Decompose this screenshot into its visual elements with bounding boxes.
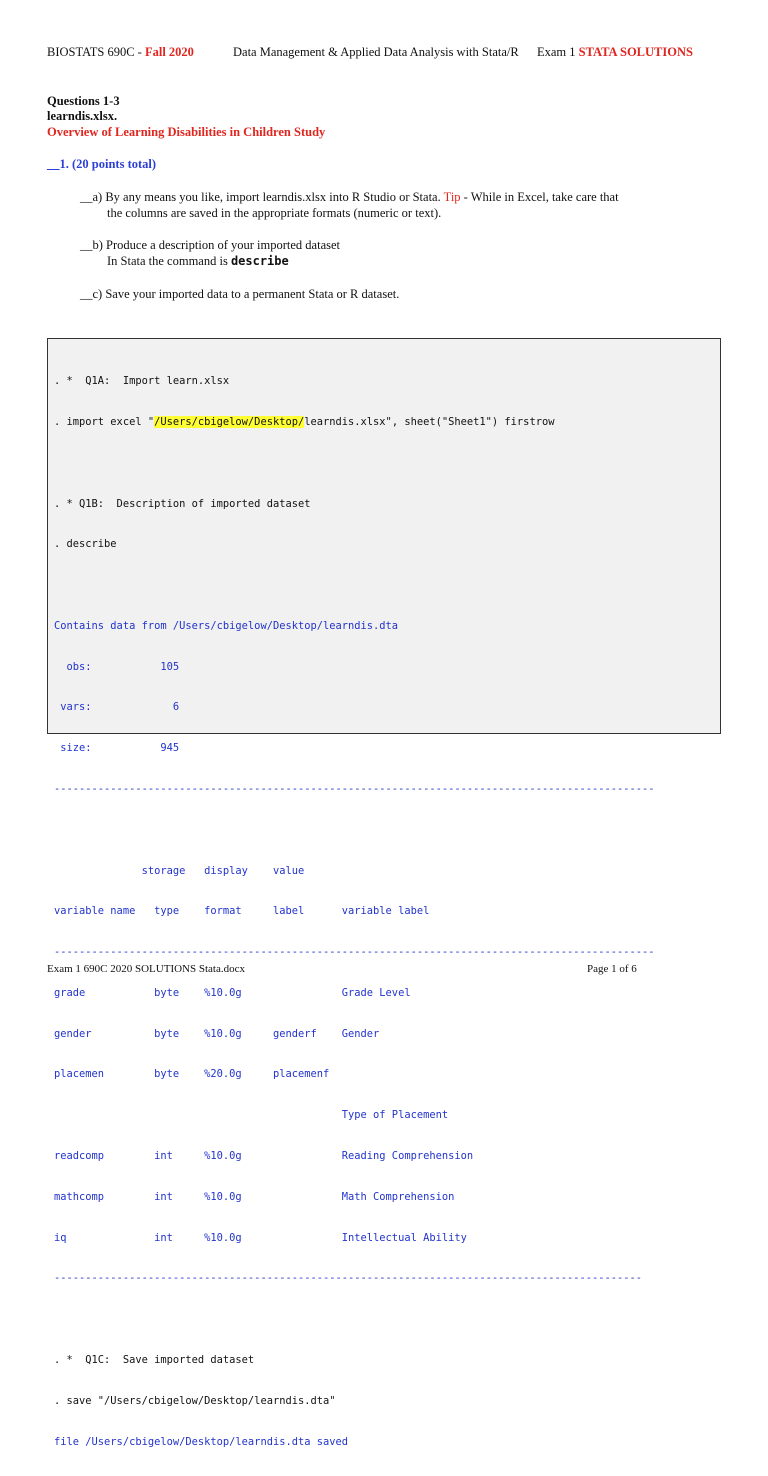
- output-line: iq int %10.0g Intellectual Ability: [54, 1231, 467, 1244]
- output-line: vars: 6: [54, 701, 180, 714]
- header-exam: Exam 1 STATA SOLUTIONS: [537, 45, 693, 59]
- section-file: learndis.xlsx.: [47, 109, 118, 123]
- highlighted-path: /Users/cbigelow/Desktop/: [154, 415, 305, 428]
- output-line: [54, 824, 655, 838]
- output-line: . describe: [54, 538, 117, 551]
- output-divider: ------------------------------------------------------------------------------------------------: [54, 946, 655, 959]
- output-line: mathcomp int %10.0g Math Comprehension: [54, 1190, 455, 1203]
- stata-output: [54, 348, 655, 1476]
- header-solutions: STATA SOLUTIONS: [578, 45, 693, 59]
- footer-filename: Exam 1 690C 2020 SOLUTIONS Stata.docx: [47, 963, 245, 975]
- output-line: gender byte %10.0g genderf Gender: [54, 1027, 380, 1040]
- output-line: Type of Placement: [54, 1109, 449, 1122]
- describe-command: describe: [230, 254, 289, 268]
- output-divider: ----------------------------------------------------------------------------------------------: [54, 1272, 643, 1285]
- header-subtitle: Data Management & Applied Data Analysis with Stata/R: [233, 45, 519, 59]
- header-course: BIOSTATS 690C - Fall 2020: [47, 45, 194, 59]
- tip-label: Tip: [443, 190, 461, 204]
- output-line: file /Users/cbigelow/Desktop/learndis.dta saved: [54, 1435, 349, 1448]
- section-title: Questions 1-3: [47, 94, 120, 108]
- question-1b: __b) Produce a description of your imported dataset In Stata the command is describe: [80, 238, 340, 268]
- footer-page-number: Page 1 of 6: [587, 963, 637, 975]
- output-line: . * Q1A: Import learn.xlsx: [54, 375, 230, 388]
- question-1-label: __1. (20 points total): [47, 157, 157, 171]
- output-line: [54, 457, 655, 471]
- output-line: [54, 579, 655, 593]
- output-line: . save "/Users/cbigelow/Desktop/learndis.dta": [54, 1394, 336, 1407]
- output-line: . * Q1C: Save imported dataset: [54, 1353, 255, 1366]
- output-line: [54, 1313, 655, 1327]
- output-line: storage display value: [54, 864, 305, 877]
- output-line: variable name type format label variable label: [54, 905, 430, 918]
- question-1c: __c) Save your imported data to a permanent Stata or R dataset.: [80, 287, 400, 301]
- output-line: readcomp int %10.0g Reading Comprehension: [54, 1150, 474, 1163]
- output-line: placemen byte %20.0g placemenf: [54, 1068, 330, 1081]
- header-term: Fall 2020: [144, 45, 194, 59]
- question-1a: __a) By any means you like, import learndis.xlsx into R Studio or Stata. Tip - While in Excel, take care that the columns are saved in the appropriate formats (numeric or text).: [80, 190, 619, 220]
- output-divider: ------------------------------------------------------------------------------------------------: [54, 783, 655, 795]
- output-line: . import excel "/Users/cbigelow/Desktop/learndis.xlsx", sheet("Sheet1") firstrow: [54, 415, 555, 428]
- output-line: obs: 105: [54, 660, 180, 673]
- output-line: Contains data from /Users/cbigelow/Desktop/learndis.dta: [54, 619, 399, 632]
- section-study: Overview of Learning Disabilities in Children Study: [47, 125, 326, 139]
- output-line: grade byte %10.0g Grade Level: [54, 986, 411, 999]
- output-line: size: 945: [54, 742, 180, 755]
- output-line: . * Q1B: Description of imported dataset: [54, 497, 311, 510]
